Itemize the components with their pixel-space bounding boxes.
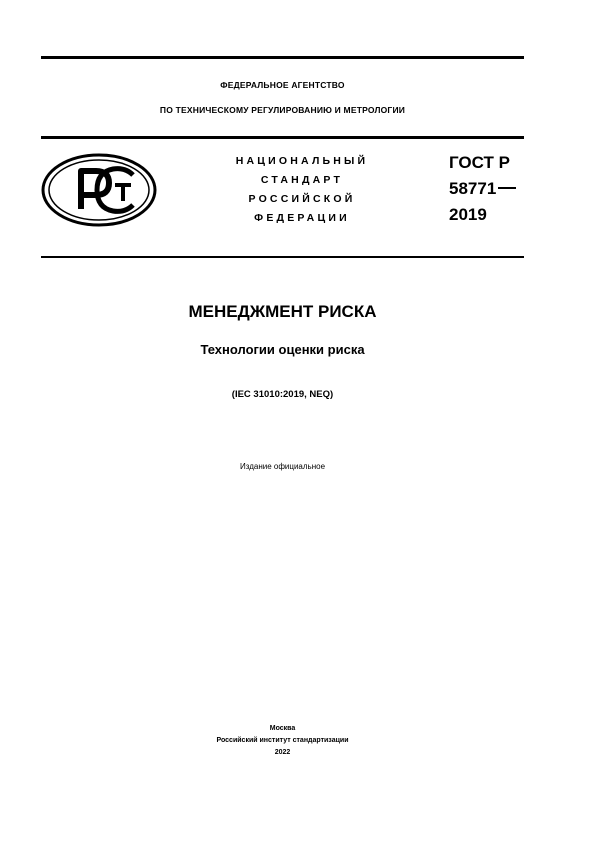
gost-number-line xyxy=(449,176,516,202)
national-standard-label xyxy=(215,152,389,228)
national-line-3: РОССИЙСКОЙ xyxy=(248,193,356,205)
agency-line-1: ФЕДЕРАЛЬНОЕ АГЕНТСТВО xyxy=(220,80,345,90)
imprint-city: Москва xyxy=(269,725,296,732)
header-rule xyxy=(41,136,524,139)
document-subtitle: Технологии оценки риска xyxy=(200,342,365,357)
gost-dash xyxy=(498,187,516,189)
document-title: МЕНЕДЖМЕНТ РИСКА xyxy=(188,302,377,321)
edition-label: Издание официальное xyxy=(239,462,326,471)
imprint xyxy=(41,723,524,759)
iec-reference: (IEC 31010:2019, NEQ) xyxy=(231,389,334,400)
gost-year: 2019 xyxy=(449,205,487,224)
top-rule xyxy=(41,56,524,59)
agency-line-2: ПО ТЕХНИЧЕСКОМУ РЕГУЛИРОВАНИЮ И МЕТРОЛОГИИ xyxy=(159,105,406,115)
block-rule xyxy=(41,256,524,258)
gost-designation xyxy=(449,150,516,228)
gost-r-logo-icon xyxy=(41,153,157,227)
imprint-publisher: Российский институт стандартизации xyxy=(216,737,349,744)
national-line-1: НАЦИОНАЛЬНЫЙ xyxy=(235,155,369,167)
gost-number: 58771 xyxy=(449,179,497,198)
imprint-year: 2022 xyxy=(274,749,291,756)
gost-prefix: ГОСТ Р xyxy=(449,153,510,172)
national-line-4: ФЕДЕРАЦИИ xyxy=(254,212,350,224)
national-line-2: СТАНДАРТ xyxy=(260,174,344,186)
